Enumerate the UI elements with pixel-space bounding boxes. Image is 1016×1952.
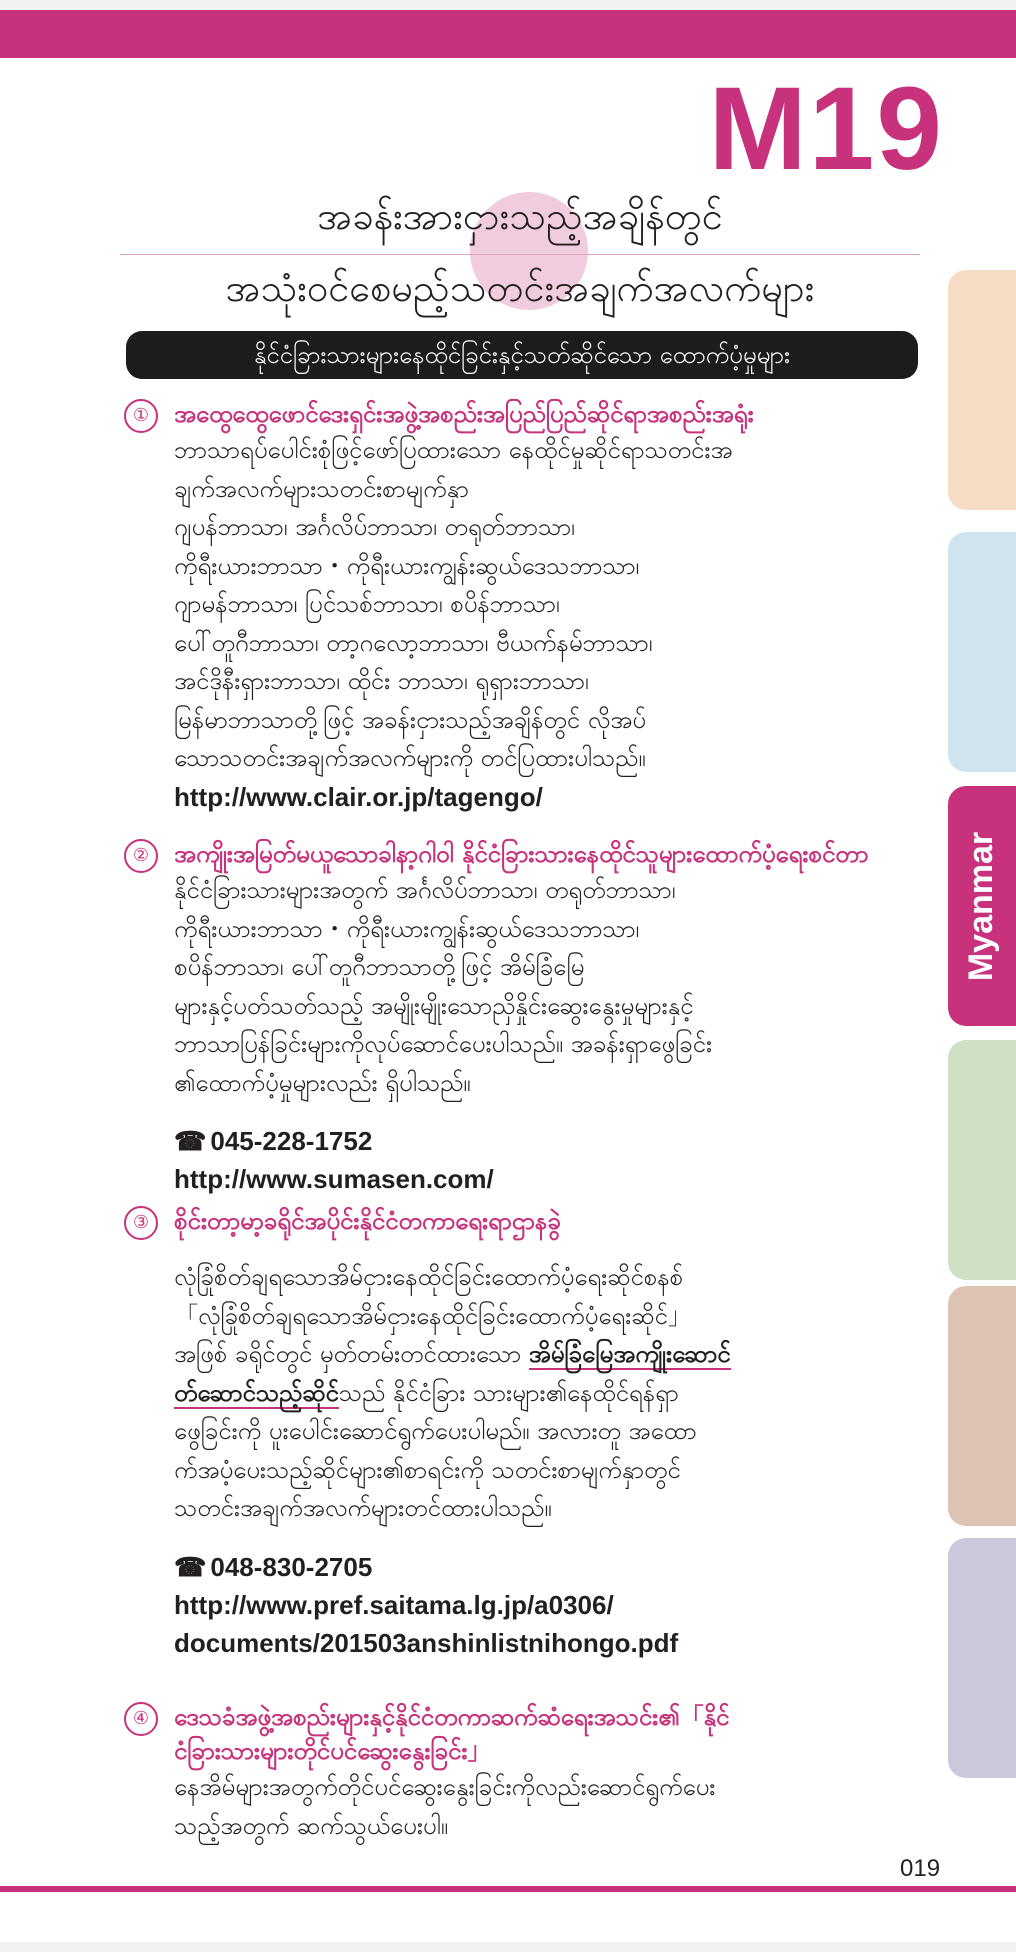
side-tab-myanmar[interactable] (948, 786, 1016, 1026)
body-line: ကိုရီးယားဘာသာ・ကိုရီးယားကျွန်းဆွယ်ဒေသဘာသာ၊ (174, 914, 640, 943)
body-line: ချက်အလက်များသတင်းစာမျက်နှာ (174, 474, 469, 503)
page-number: 019 (900, 1855, 941, 1882)
title-line-1: အခန်းအားငှားသည့်အချိန်တွင် (317, 194, 723, 238)
body-line: 「လုံခြုံစိတ်ချရသောအိမ်ငှားနေထိုင်ခြင်းထောက်ပံ့ရေးဆိုင်」 (174, 1301, 692, 1330)
body-line: ဂျာမန်ဘာသာ၊ ပြင်သစ်ဘာသာ၊ စပိန်ဘာသာ၊ (174, 590, 560, 618)
section-1-number: ① (124, 399, 158, 433)
section-2-number: ② (124, 839, 158, 873)
section-4-heading (124, 1700, 924, 1768)
telephone-icon: ☎ (174, 1126, 207, 1156)
section-4-body (124, 1768, 924, 1845)
title-line-2: အသုံးဝင်စေမည့်သတင်းအချက်အလက်များ (225, 266, 815, 310)
body-line: ကိုရီးယားဘာသာ・ကိုရီးယားကျွန်းဆွယ်ဒေသဘာသာ၊ (174, 551, 640, 580)
section-3-url-line-1[interactable]: http://www.pref.saitama.lg.jp/a0306/ (174, 1589, 614, 1620)
page-code: M19 (708, 63, 944, 195)
section-4-title-line-1: ဒေသခံအဖွဲ့အစည်းများနှင့်နိုင်ငံတကာဆက်ဆံရေးအသင်း၏「နိုင် (174, 1703, 730, 1731)
section-2-url[interactable]: http://www.sumasen.com/ (174, 1164, 494, 1194)
body-line: ဘာသာရပ်ပေါင်းစုံဖြင့်ဖော်ပြထားသော နေထိုင်မှုဆိုင်ရာသတင်းအ (174, 436, 733, 464)
body-line: လုံခြုံစိတ်ချရသောအိမ်ငှားနေထိုင်ခြင်းထောက်ပံ့ရေးဆိုင်စနစ် (174, 1263, 684, 1291)
bottom-color-line (0, 1886, 1016, 1892)
section-1-url[interactable]: http://www.clair.or.jp/tagengo/ (174, 781, 543, 812)
section-1-title: အထွေထွေဖောင်ဒေးရှင်းအဖွဲ့အစည်းအပြည်ပြည်ဆိုင်ရာအစည်းအရုံး (174, 400, 754, 428)
side-tab-2[interactable] (948, 532, 1016, 772)
section-3-number: ③ (124, 1206, 158, 1240)
section-3-title: စိုင်းတာ့မာ့ခရိုင်အပိုင်းနိုင်ငံတကာရေးရာဌာနခွဲ (174, 1207, 561, 1235)
body-line: ဖွေခြင်းကို ပူးပေါင်းဆောင်ရွက်ပေးပါမည်။ အလားတူ အထော (174, 1417, 697, 1445)
body-line: ဂျပန်ဘာသာ၊ အင်္ဂလိပ်ဘာသာ၊ တရုတ်ဘာသာ၊ (174, 513, 575, 541)
section-2 (124, 837, 924, 1198)
body-line: အင်ဒိုနီးရှားဘာသာ၊ ထိုင်း ဘာသာ၊ ရုရှားဘာသာ၊ (174, 667, 589, 695)
section-1 (124, 397, 924, 816)
body-line: များနှင့်ပတ်သတ်သည့် အမျိုးမျိုးသောညှိနှိုင်းဆွေးနွေးမှုများနှင့် (174, 991, 694, 1020)
section-2-body (124, 871, 924, 1198)
body-line: ၏ထောက်ပံ့မှုများလည်း ရှိပါသည်။ (174, 1068, 471, 1097)
highlighted-term: တ်ဆောင်သည့်ဆိုင် (174, 1378, 339, 1407)
body-line (174, 1335, 924, 1374)
title-divider (120, 254, 920, 255)
section-4-title-line-2: ငံခြားသားများတိုင်ပင်ဆွေးနွေးခြင်း」 (174, 1737, 492, 1765)
section-1-body (124, 431, 924, 816)
body-line: မြန်မာဘာသာတို့ဖြင့် အခန်းငှားသည့်အချိန်တွင် လိုအပ် (174, 705, 646, 734)
title-block (120, 182, 920, 322)
side-tab-myanmar-label: Myanmar (962, 831, 1001, 981)
body-line: သတင်းအချက်အလက်များတင်ထားပါသည်။ (174, 1494, 552, 1522)
section-3-body (124, 1258, 924, 1662)
section-2-phone[interactable] (174, 1122, 924, 1160)
section-3-phone[interactable] (174, 1548, 924, 1586)
body-line: ဘာသာပြန်ခြင်းများကိုလုပ်ဆောင်ပေးပါသည်။ အခန်းရှာဖွေခြင်း (174, 1030, 713, 1058)
highlighted-term: အိမ်ခြံမြေအကျိုးဆောင် (528, 1340, 731, 1368)
section-4-number: ④ (124, 1702, 158, 1736)
side-tab-6[interactable] (948, 1538, 1016, 1778)
section-2-phone-number: 045-228-1752 (210, 1126, 373, 1156)
section-2-heading (124, 837, 924, 871)
telephone-icon: ☎ (174, 1551, 207, 1582)
body-line: သည့်အတွက် ဆက်သွယ်ပေးပါ။ (174, 1811, 449, 1840)
body-line: သောသတင်းအချက်အလက်များကို တင်ပြထားပါသည်။ (174, 744, 646, 772)
body-line: ပေါ်တူဂီဘာသာ၊ တာ့ဂလော့ဘာသာ၊ ဗီယက်နမ်ဘာသာ၊ (174, 628, 653, 657)
body-text: သည် နိုင်ငံခြား သားများ၏နေထိုင်ရန်ရှာ (338, 1378, 679, 1407)
section-1-heading (124, 397, 924, 431)
side-tab-5[interactable] (948, 1286, 1016, 1526)
side-tab-1[interactable] (948, 270, 1016, 510)
section-4 (124, 1700, 924, 1845)
body-line (174, 1374, 924, 1413)
section-3-heading (124, 1204, 924, 1238)
body-line: က်အပံ့ပေးသည့်ဆိုင်များ၏စာရင်းကို သတင်းစာမျက်နှာတွင် (174, 1455, 681, 1484)
section-2-title: အကျိုးအမြတ်မယူသောခါနာ့ဂါဝါ နိုင်ငံခြားသားနေထိုင်သူများထောက်ပံ့ရေးစင်တာ (174, 840, 869, 868)
side-tab-4[interactable] (948, 1040, 1016, 1280)
body-text: အဖြစ် ခရိုင်တွင် မှတ်တမ်းတင်ထားသော (174, 1340, 529, 1368)
section-banner: နိုင်ငံခြားသားများနေထိုင်ခြင်းနှင့်သတ်ဆိုင်သော ထောက်ပံ့မှုများ (126, 331, 918, 379)
section-3-url-line-2[interactable]: documents/201503anshinlistnihongo.pdf (174, 1627, 679, 1658)
page (0, 10, 1016, 1942)
body-line: နေအိမ်များအတွက်တိုင်ပင်ဆွေးနွေးခြင်းကိုလည်းဆောင်ရွက်ပေး (174, 1773, 716, 1801)
body-line: နိုင်ငံခြားသားများအတွက် အင်္ဂလိပ်ဘာသာ၊ တရုတ်ဘာသာ၊ (174, 876, 676, 904)
body-line: စပိန်ဘာသာ၊ ပေါ်တူဂီဘာသာတို့ဖြင့် အိမ်ခြံမြေ (174, 953, 585, 981)
section-3-phone-number: 048-830-2705 (210, 1551, 373, 1582)
top-color-bar (0, 10, 1016, 58)
side-tabs (948, 270, 1016, 1790)
section-3 (124, 1204, 924, 1662)
